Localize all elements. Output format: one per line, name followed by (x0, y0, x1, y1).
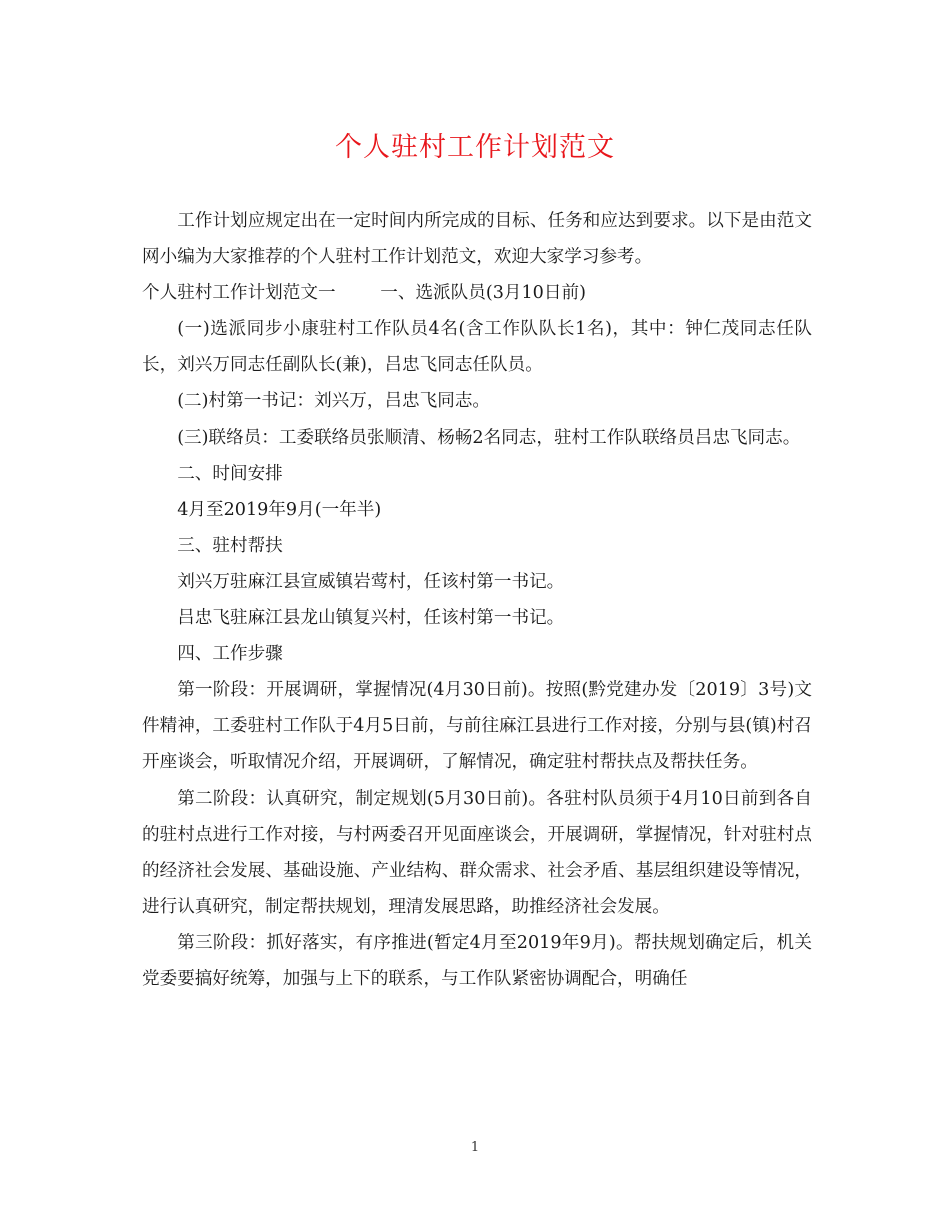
paragraph: (一)选派同步小康驻村工作队员4名(含工作队队长1名)，其中：钟仁茂同志任队长，刘兴万同志任副队长(兼)，吕忠飞同志任队员。 (142, 319, 812, 376)
paragraph: 第三阶段：抓好落实，有序推进(暂定4月至2019年9月)。帮扶规划确定后，机关党委要搞好统筹，加强与上下的联系，与工作队紧密协调配合，明确任 (142, 932, 812, 989)
paragraph: 第一阶段：开展调研，掌握情况(4月30日前)。按照(黔党建办发〔2019〕3号)文件精神，工委驻村工作队于4月5日前，与前往麻江县进行工作对接，分别与县(镇)村召开座谈会，听取情况介绍，开展调研，了解情况，确定驻村帮扶点及帮扶任务。 (142, 680, 812, 773)
paragraph: 刘兴万驻麻江县宣威镇岩莺村，任该村第一书记。 (177, 571, 565, 592)
page-number: 1 (470, 1140, 480, 1155)
paragraph: 吕忠飞驻麻江县龙山镇复兴村，任该村第一书记。 (177, 608, 565, 629)
document-body (142, 203, 812, 997)
paragraph: 个人驻村工作计划范文一 一、选派队员(3月10日前) (142, 283, 586, 304)
paragraph: 二、时间安排 (177, 463, 283, 484)
paragraph: (二)村第一书记：刘兴万，吕忠飞同志。 (177, 391, 491, 412)
paragraph: (三)联络员：工委联络员张顺清、杨畅2名同志，驻村工作队联络员吕忠飞同志。 (177, 427, 801, 448)
document-title: 个人驻村工作计划范文 (335, 132, 615, 163)
paragraph: 四、工作步骤 (177, 644, 283, 665)
paragraph: 三、驻村帮扶 (177, 535, 283, 556)
paragraph: 工作计划应规定出在一定时间内所完成的目标、任务和应达到要求。以下是由范文网小编为大家推荐的个人驻村工作计划范文，欢迎大家学习参考。 (142, 211, 812, 268)
paragraph: 第二阶段：认真研究，制定规划(5月30日前)。各驻村队员须于4月10日前到各自的驻村点进行工作对接，与村两委召开见面座谈会，开展调研，掌握情况，针对驻村点的经济社会发展、基础设施、产业结构、群众需求、社会矛盾、基层组织建设等情况，进行认真研究，制定帮扶规划，理清发展思路，助推经济社会发展。 (142, 788, 812, 917)
paragraph: 4月至2019年9月(一年半) (177, 499, 382, 520)
